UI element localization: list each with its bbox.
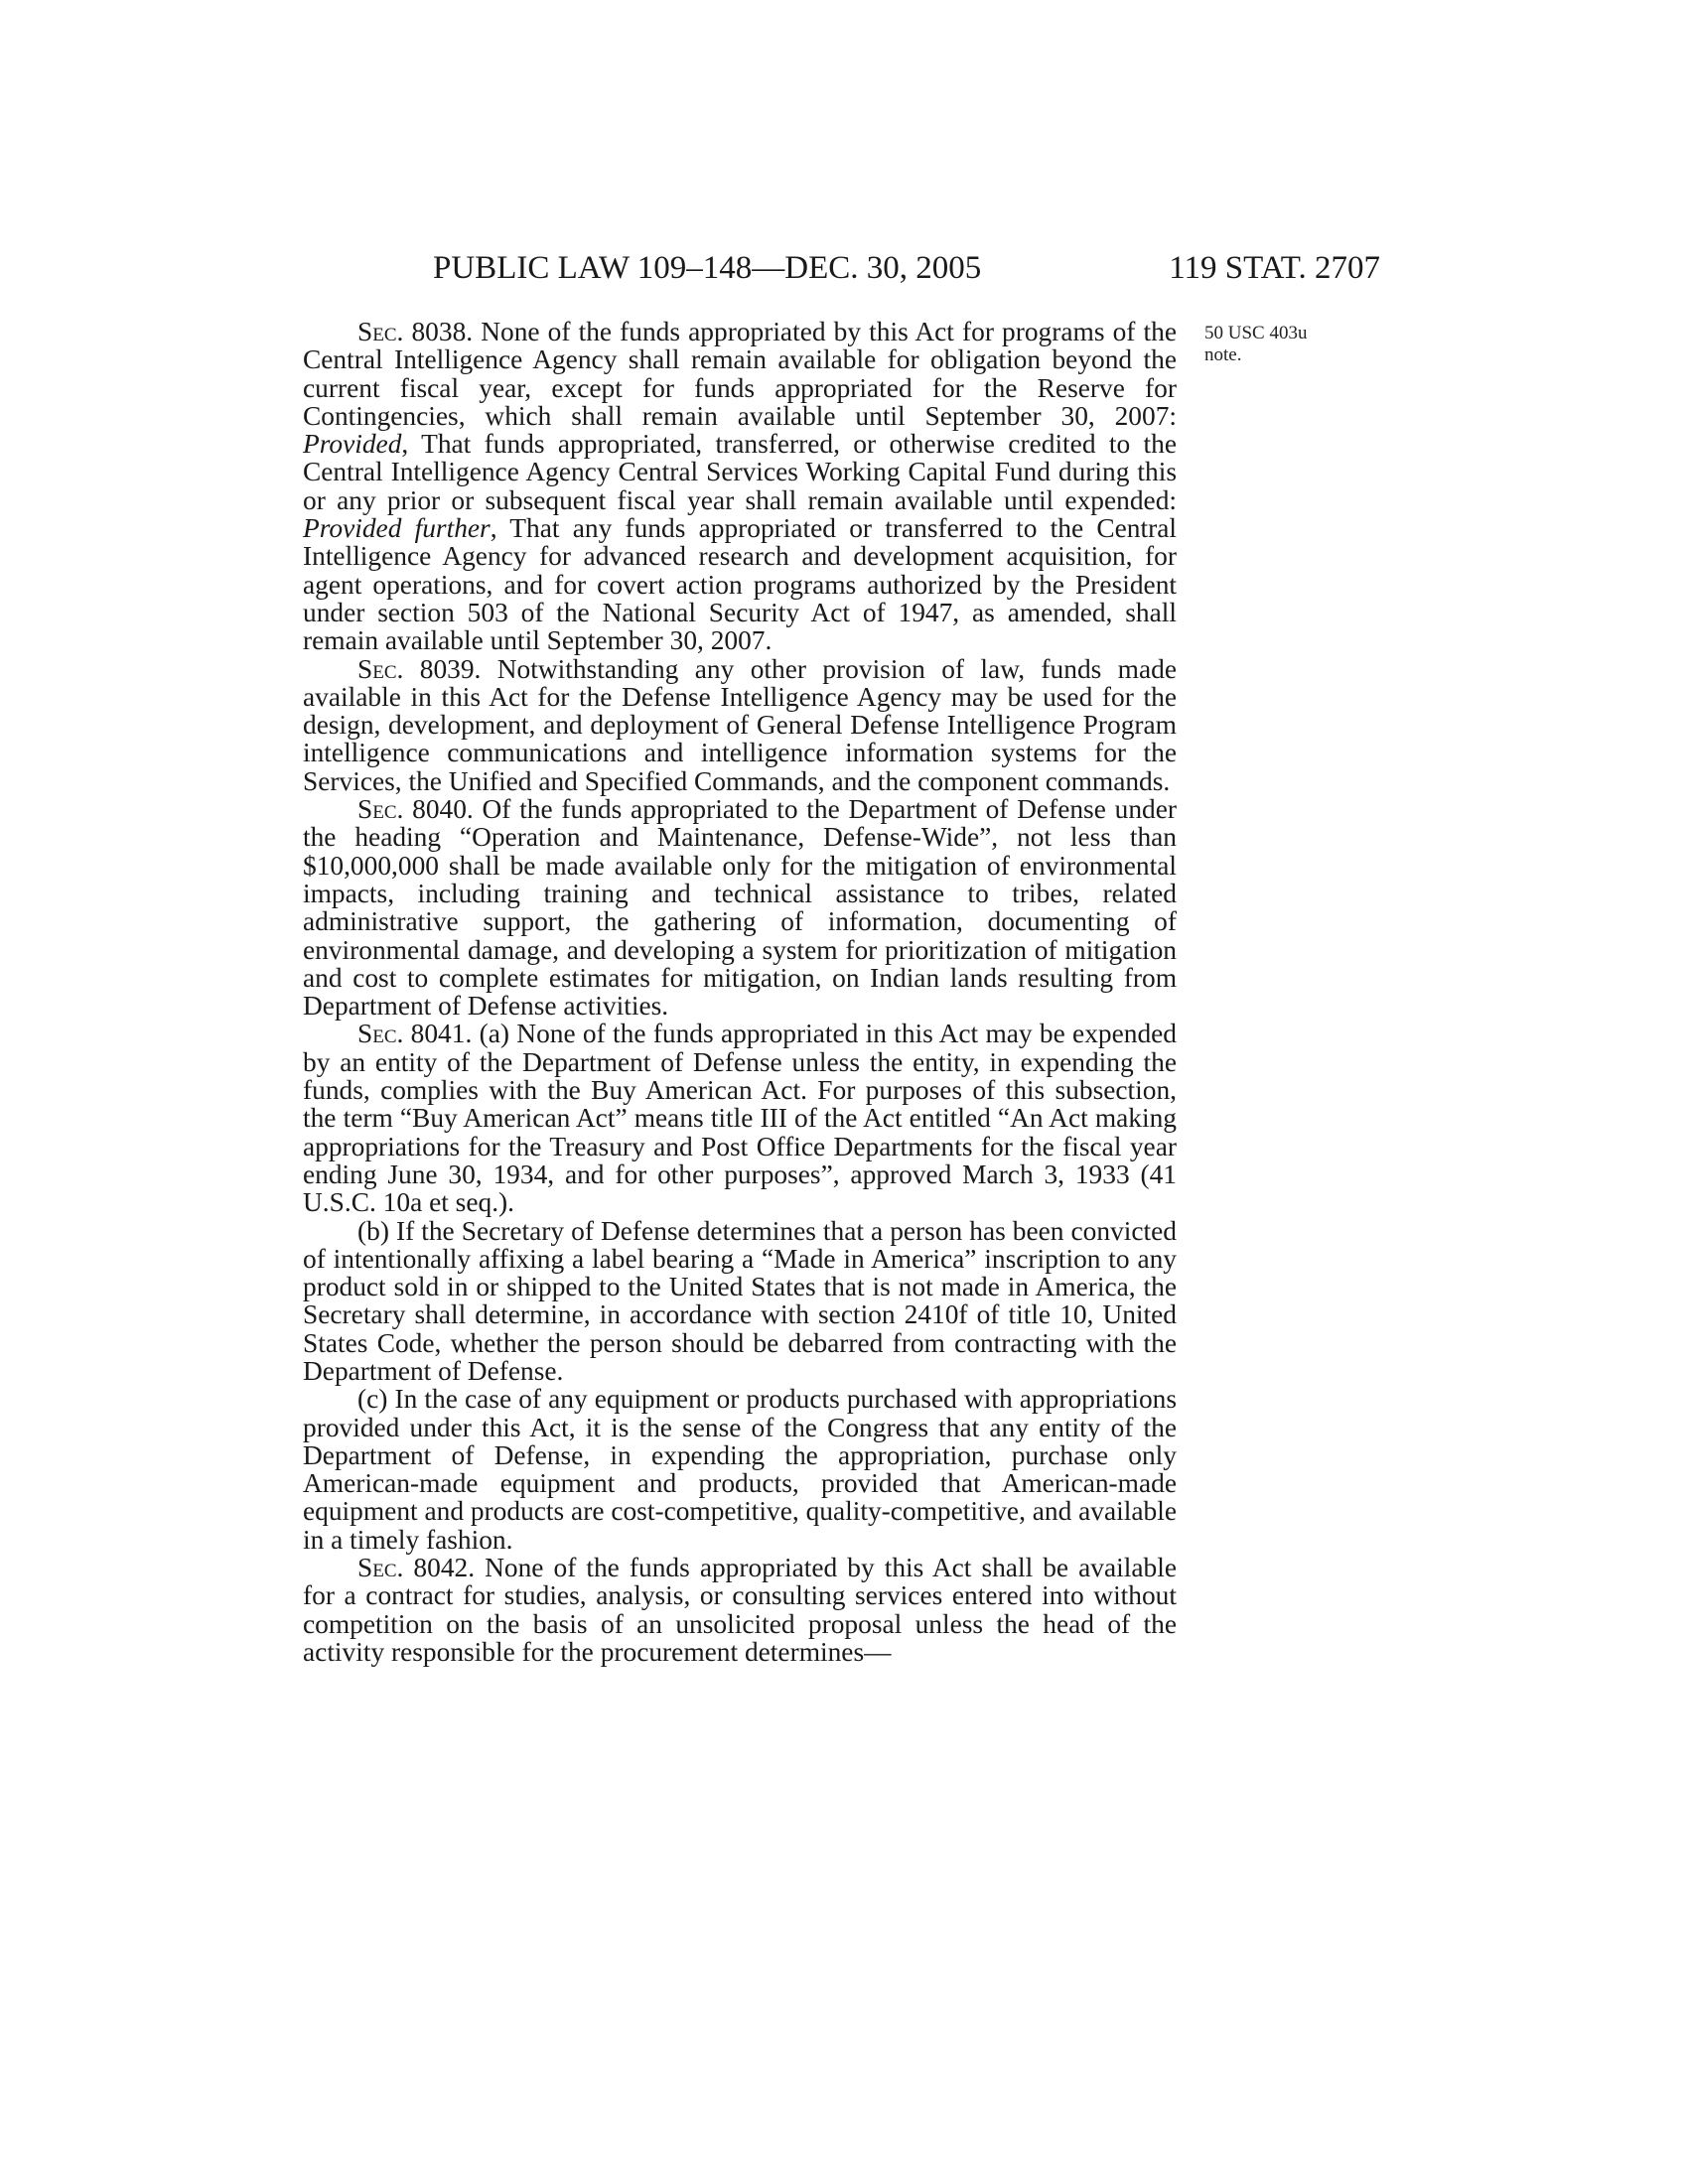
section-8041-b: (b) If the Secretary of Defense determines that a person has been convicted of intentionally affixing a label bearing a “Made in America” inscription to any product sold in or shipped to the United States that is not made in America, the Secretary shall determine, in accordance with section 2410f of title 10, United States Code, whether the person should be debarred from contracting with the Department of Defense. <box>303 1215 1177 1386</box>
section-8041-c: (c) In the case of any equipment or products purchased with appropriations provided under this Act, it is the sense of the Congress that any entity of the Department of Defense, in expending the appropriation, purchase only American-made equipment and products, provided that American-made equipment and products are cost-competitive, quality-competitive, and available in a timely fashion. <box>303 1384 1178 1555</box>
section-8042 <box>303 1554 1177 1666</box>
section-label: Sec. <box>357 653 404 684</box>
statute-page-number: 119 STAT. 2707 <box>1169 250 1380 286</box>
proviso-provided-further: Provided further <box>303 513 491 544</box>
section-8040 <box>303 795 1177 1020</box>
section-8039-text: 8039. Notwithstanding any other provision of law, funds made available in this Act for the Defense Intelligence Agency may be used for the design, development, and deployment of General Defense Intelligence Program intelligence communications and intelligence information systems for the Services, the Unified and Specified Commands, and the component commands. <box>303 653 1177 796</box>
section-8041-a <box>303 1020 1177 1216</box>
margin-note <box>1204 323 1353 366</box>
public-law-citation: PUBLIC LAW 109–148—DEC. 30, 2005 <box>433 250 982 286</box>
margin-note-citation: 50 USC 403u <box>1204 323 1308 343</box>
section-8039 <box>303 655 1177 795</box>
section-8038-lead: 8038. None of the funds appropriated by this Act for programs of the Central Intelligence Agency shall remain available for obligation beyond the current fiscal year, except for funds appropriated for the Reserve for Contingencies, which shall remain available until September 30, 2007: <box>303 317 1177 431</box>
margin-note-suffix: note. <box>1204 344 1242 365</box>
section-label: Sec. <box>357 794 404 825</box>
document-body <box>303 318 1177 1666</box>
section-8042-text: 8042. None of the funds appropriated by this Act shall be available for a contract for studies, analysis, or consulting services entered into without competition on the basis of an unsolicited proposal unless the head of the activity responsible for the procurement determines— <box>303 1553 1177 1667</box>
section-8038 <box>303 318 1177 655</box>
section-label: Sec. <box>357 1019 404 1049</box>
section-8040-text: 8040. Of the funds appropriated to the Department of Defense under the heading “Operation and Maintenance, Defense-Wide”, not less than $10,000,000 shall be made available only for the mitigation of environmental impacts, including training and technical assistance to tribes, related administrative support, the gathering of information, documenting of environmental damage, and developing a system for prioritization of mitigation and cost to complete estimates for mitigation, on Indian lands resulting from Department of Defense activities. <box>303 794 1177 1022</box>
page-header <box>433 248 1380 288</box>
section-8038-mid: , That funds appropriated, transferred, or otherwise credited to the Central Intelligence Agency Central Services Working Capital Fund during this or any prior or subsequent fiscal year shall remain available until expended: <box>303 429 1177 515</box>
section-label: Sec. <box>357 1553 404 1583</box>
section-label: Sec. <box>357 317 404 346</box>
section-8038-tail: , That any funds appropriated or transferred to the Central Intelligence Agency for advanced research and development acquisition, for agent operations, and for covert action programs authorized by the President under section 503 of the National Security Act of 1947, as amended, shall remain available until September 30, 2007. <box>303 513 1177 656</box>
section-8041-a-text: 8041. (a) None of the funds appropriated in this Act may be expended by an entity of the Department of Defense unless the entity, in expending the funds, complies with the Buy American Act. For purposes of this subsection, the term “Buy American Act” means title III of the Act entitled “An Act making appropriations for the Treasury and Post Office Departments for the fiscal year ending June 30, 1934, and for other purposes”, approved March 3, 1933 (41 U.S.C. 10a et seq.). <box>303 1019 1177 1218</box>
proviso-provided: Provided <box>303 429 402 460</box>
